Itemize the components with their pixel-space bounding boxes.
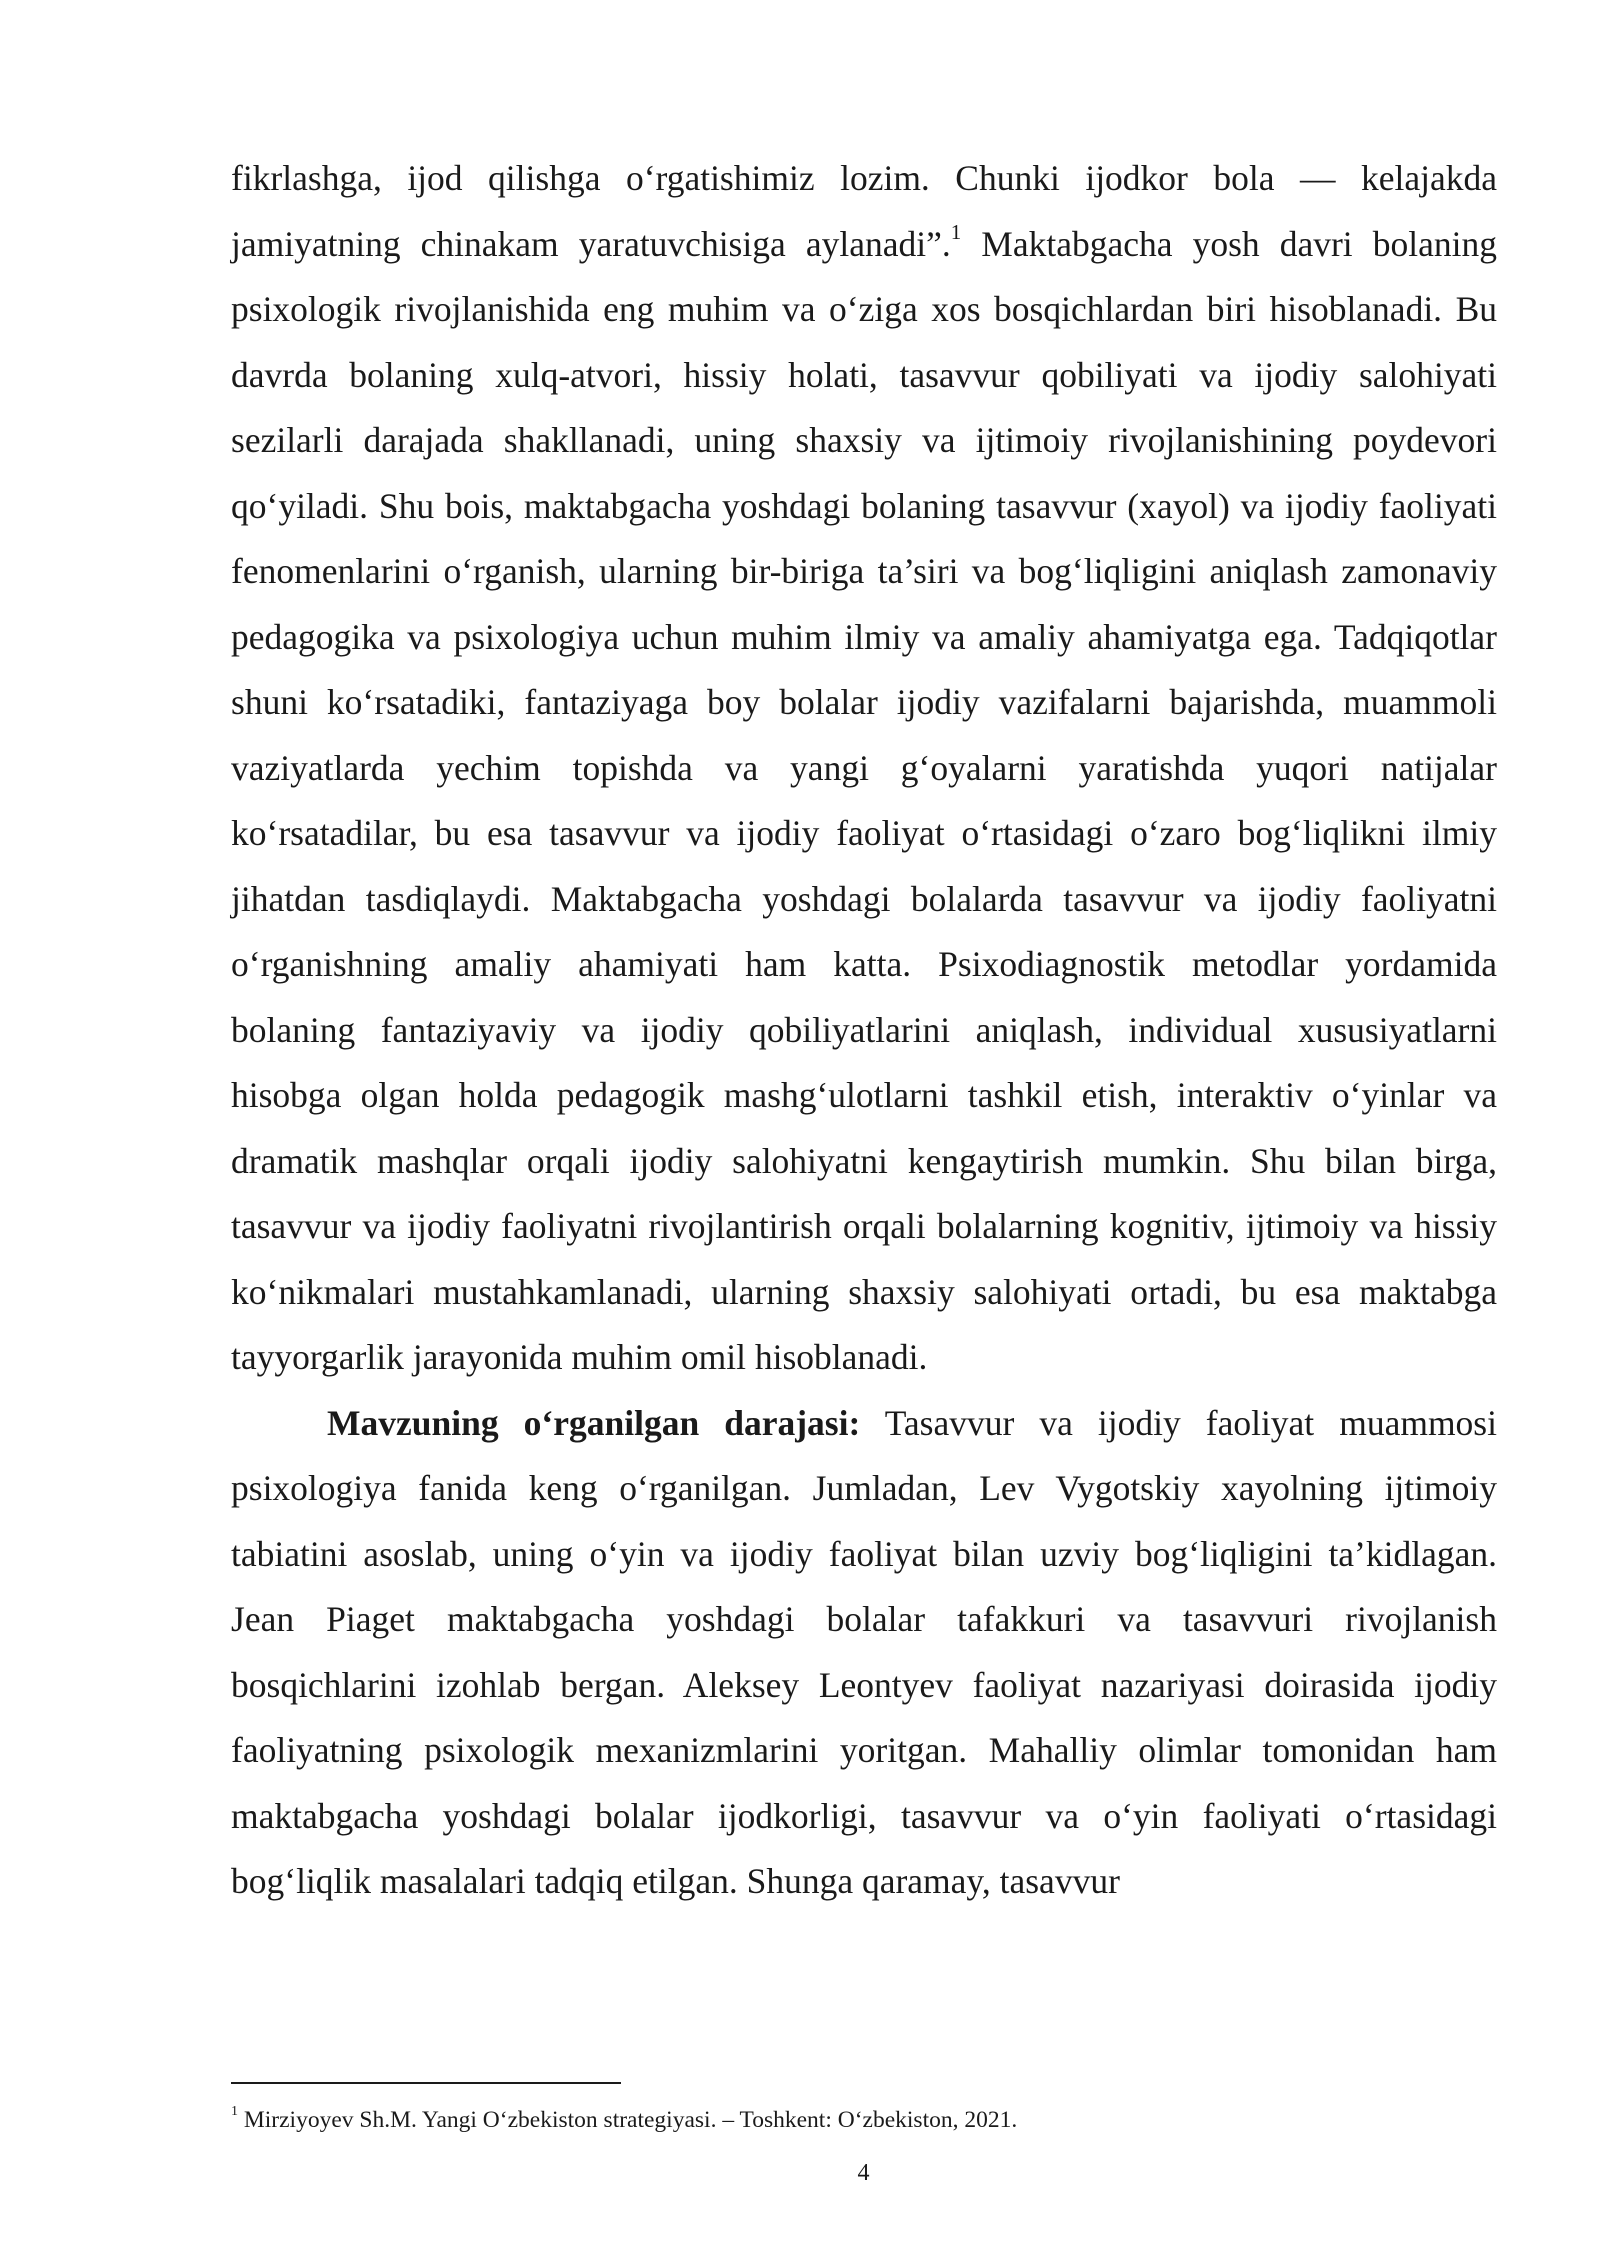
footnote-reference-marker: 1 xyxy=(950,219,962,244)
footnote xyxy=(231,2100,1497,2135)
paragraph-1-text-after-ref: Maktabgacha yosh davri bolaning psixologik rivojlanishida eng muhim va o‘ziga xos bosqichlardan biri hisoblanadi. Bu davrda bolaning xulq-atvori, hissiy holati, tasavvur qobiliyati va ijodiy salohiyati sezilarli darajada shakllanadi, uning shaxsiy va ijtimoiy rivojlanishining poydevori qo‘yiladi. Shu bois, maktabgacha yoshdagi bolaning tasavvur (xayol) va ijodiy faoliyati fenomenlarini o‘rganish, ularning bir-biriga ta’siri va bog‘liqligini aniqlash zamonaviy pedagogika va psixologiya uchun muhim ilmiy va amaliy ahamiyatga ega. Tadqiqotlar shuni ko‘rsatadiki, fantaziyaga boy bolalar ijodiy vazifalarni bajarishda, muammoli vaziyatlarda yechim topishda va yangi g‘oyalarni yaratishda yuqori natijalar ko‘rsatadilar, bu esa tasavvur va ijodiy faoliyat o‘rtasidagi o‘zaro bog‘liqlikni ilmiy jihatdan tasdiqlaydi. Maktabgacha yoshdagi bolalarda tasavvur va ijodiy faoliyatni o‘rganishning amaliy ahamiyati ham katta. Psixodiagnostik metodlar yordamida bolaning fantaziyaviy va ijodiy qobiliyatlarini aniqlash, individual xususiyatlarni hisobga olgan holda pedagogik mashg‘ulotlarni tashkil etish, interaktiv o‘yinlar va dramatik mashqlar orqali ijodiy salohiyatni kengaytirish mumkin. Shu bilan birga, tasavvur va ijodiy faoliyatni rivojlantirish orqali bolalarning kognitiv, ijtimoiy va hissiy ko‘nikmalari mustahkamlanadi, ularning shaxsiy salohiyati ortadi, bu esa maktabga tayyorgarlik jarayonida muhim omil hisoblanadi. xyxy=(231,223,1497,1377)
footnote-text: Mirziyoyev Sh.M. Yangi O‘zbekiston strategiyasi. – Toshkent: O‘zbekiston, 2021. xyxy=(238,2106,1018,2133)
paragraph-introduction xyxy=(231,146,1497,1391)
footnote-marker: 1 xyxy=(231,2104,238,2119)
page-number: 4 xyxy=(857,2160,870,2186)
paragraph-2-text: Tasavvur va ijodiy faoliyat muammosi psixologiya fanida keng o‘rganilgan. Jumladan, Lev Vygotskiy xayolning ijtimoiy tabiatini asoslab, uning o‘yin va ijodiy faoliyat bilan uzviy bog‘liqligini ta’kidlagan. Jean Piaget maktabgacha yoshdagi bolalar tafakkuri va tasavvuri rivojlanish bosqichlarini izohlab bergan. Aleksey Leontyev faoliyat nazariyasi doirasida ijodiy faoliyatning psixologik mexanizmlarini yoritgan. Mahalliy olimlar tomonidan ham maktabgacha yoshdagi bolalar ijodkorligi, tasavvur va o‘yin faoliyati o‘rtasidagi bog‘liqlik masalalari tadqiq etilgan. Shunga qaramay, tasavvur xyxy=(231,1402,1497,1901)
paragraph-1-text-before-ref: fikrlashga, ijod qilishga o‘rgatishimiz lozim. Chunki ijodkor bola — kelajakda jamiyatning chinakam yaratuvchisiga aylanadi”. xyxy=(231,158,1497,264)
paragraph-study-level xyxy=(231,1391,1497,1915)
main-text xyxy=(231,146,1497,1915)
footnote-separator xyxy=(231,2082,621,2084)
section-heading-inline: Mavzuning o‘rganilgan darajasi: xyxy=(327,1402,861,1443)
